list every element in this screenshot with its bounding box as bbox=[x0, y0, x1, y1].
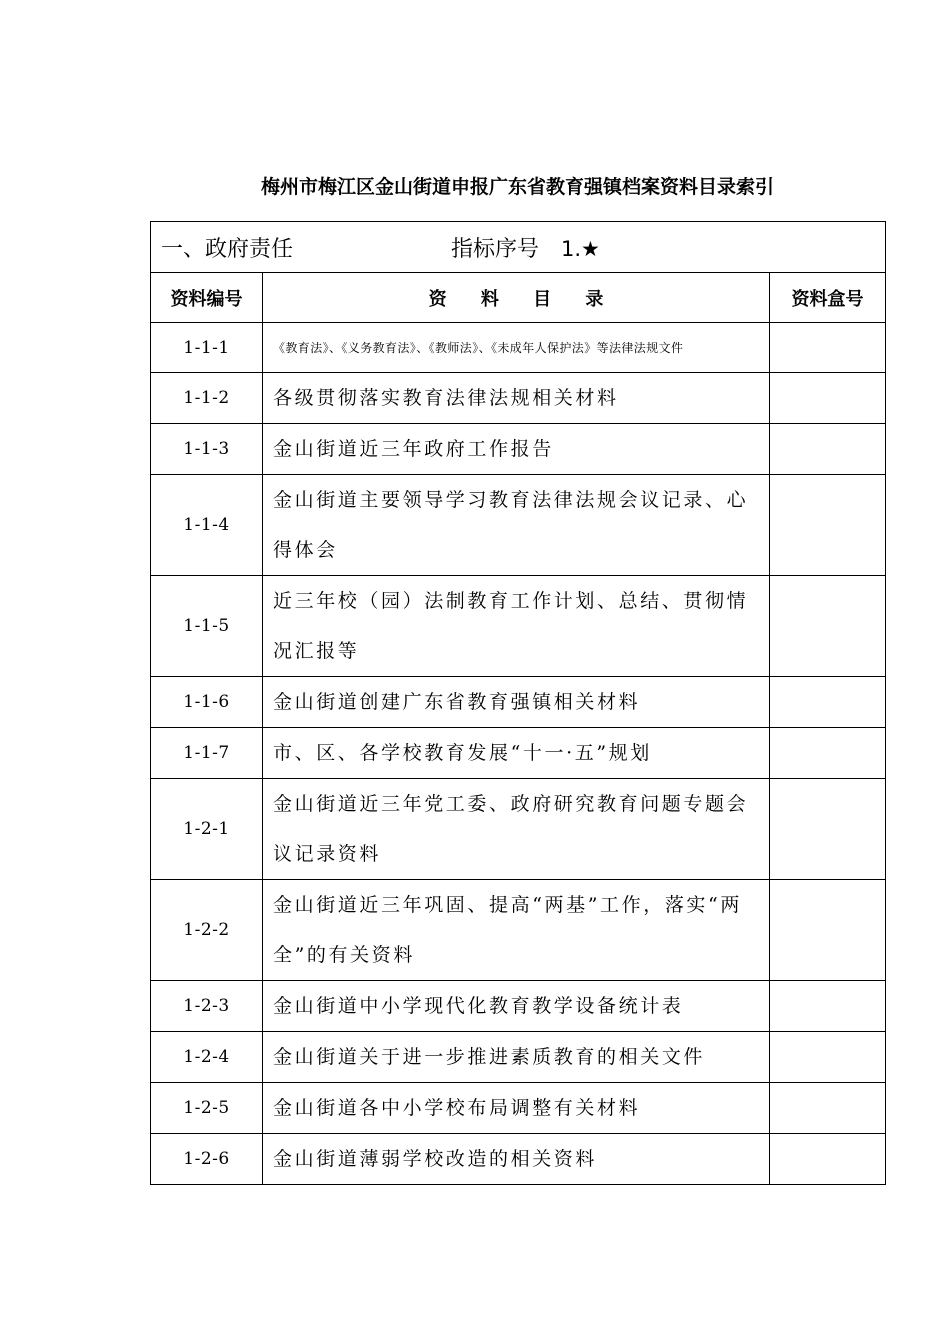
row-code: 1-2-2 bbox=[151, 880, 263, 981]
table-row bbox=[151, 475, 886, 576]
row-box bbox=[770, 424, 886, 475]
row-description: 金山街道近三年党工委、政府研究教育问题专题会议记录资料 bbox=[263, 779, 770, 880]
table-row bbox=[151, 1083, 886, 1134]
row-description: 金山街道关于进一步推进素质教育的相关文件 bbox=[263, 1032, 770, 1083]
row-box bbox=[770, 880, 886, 981]
section-row bbox=[151, 222, 886, 273]
table-row bbox=[151, 981, 886, 1032]
header-code: 资料编号 bbox=[151, 273, 263, 323]
archive-index-table bbox=[150, 221, 886, 1185]
table-row bbox=[151, 1134, 886, 1185]
table-row bbox=[151, 323, 886, 373]
header-box: 资料盒号 bbox=[770, 273, 886, 323]
row-description: 金山街道近三年巩固、提高“两基”工作，落实“两全”的有关资料 bbox=[263, 880, 770, 981]
row-description: 市、区、各学校教育发展“十一·五”规划 bbox=[263, 728, 770, 779]
table-row bbox=[151, 677, 886, 728]
row-box bbox=[770, 779, 886, 880]
row-code: 1-2-1 bbox=[151, 779, 263, 880]
row-description: 《教育法》、《义务教育法》、《教师法》、《未成年人保护法》等法律法规文件 bbox=[263, 323, 770, 373]
row-box bbox=[770, 323, 886, 373]
document-title: 梅州市梅江区金山街道申报广东省教育强镇档案资料目录索引 bbox=[260, 176, 774, 198]
header-content: 资 料 目 录 bbox=[263, 273, 770, 323]
table-row bbox=[151, 373, 886, 424]
table-row bbox=[151, 576, 886, 677]
row-box bbox=[770, 981, 886, 1032]
row-code: 1-2-6 bbox=[151, 1134, 263, 1185]
row-code: 1-2-4 bbox=[151, 1032, 263, 1083]
row-code: 1-1-6 bbox=[151, 677, 263, 728]
row-description: 各级贯彻落实教育法律法规相关材料 bbox=[263, 373, 770, 424]
row-code: 1-1-7 bbox=[151, 728, 263, 779]
row-box bbox=[770, 475, 886, 576]
row-code: 1-2-3 bbox=[151, 981, 263, 1032]
table-row bbox=[151, 424, 886, 475]
index-value: 1.★ bbox=[561, 236, 600, 261]
row-description: 金山街道创建广东省教育强镇相关材料 bbox=[263, 677, 770, 728]
row-box bbox=[770, 677, 886, 728]
table-row bbox=[151, 779, 886, 880]
row-box bbox=[770, 373, 886, 424]
row-box bbox=[770, 1083, 886, 1134]
table-row bbox=[151, 728, 886, 779]
row-description: 近三年校（园）法制教育工作计划、总结、贯彻情况汇报等 bbox=[263, 576, 770, 677]
table-row bbox=[151, 880, 886, 981]
row-code: 1-1-2 bbox=[151, 373, 263, 424]
row-description: 金山街道主要领导学习教育法律法规会议记录、心得体会 bbox=[263, 475, 770, 576]
row-description: 金山街道各中小学校布局调整有关材料 bbox=[263, 1083, 770, 1134]
row-description: 金山街道薄弱学校改造的相关资料 bbox=[263, 1134, 770, 1185]
row-box bbox=[770, 576, 886, 677]
index-label: 指标序号 bbox=[451, 236, 540, 262]
column-header-row bbox=[151, 273, 886, 323]
row-box bbox=[770, 728, 886, 779]
row-description: 金山街道中小学现代化教育教学设备统计表 bbox=[263, 981, 770, 1032]
section-name: 一、政府责任 bbox=[161, 236, 294, 262]
row-code: 1-1-4 bbox=[151, 475, 263, 576]
table-row bbox=[151, 1032, 886, 1083]
row-box bbox=[770, 1134, 886, 1185]
section-header-cell bbox=[151, 222, 886, 273]
row-code: 1-1-1 bbox=[151, 323, 263, 373]
row-code: 1-1-3 bbox=[151, 424, 263, 475]
row-box bbox=[770, 1032, 886, 1083]
row-code: 1-2-5 bbox=[151, 1083, 263, 1134]
row-code: 1-1-5 bbox=[151, 576, 263, 677]
row-description: 金山街道近三年政府工作报告 bbox=[263, 424, 770, 475]
